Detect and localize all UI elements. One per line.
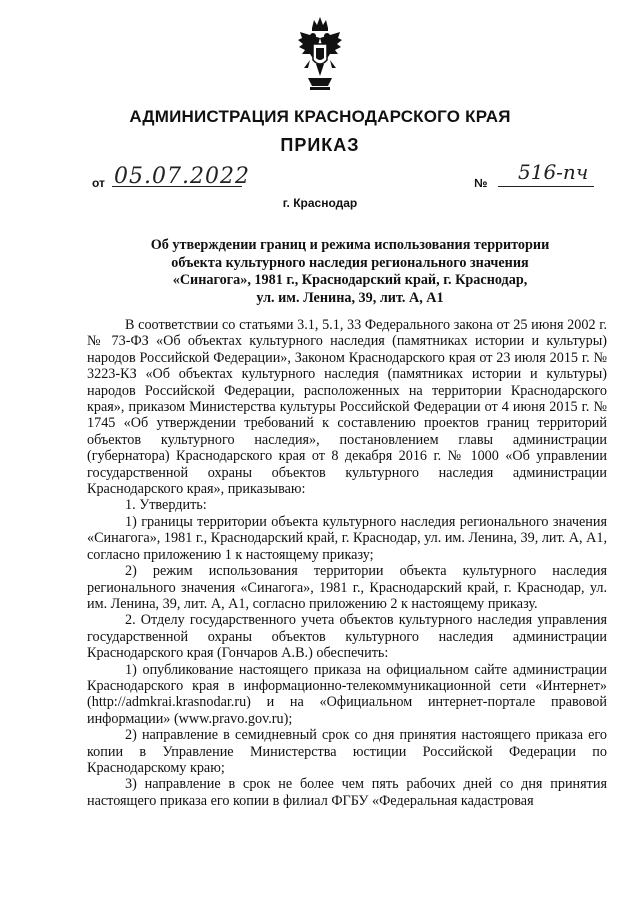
item-2-3: 3) направление в срок не более чем пять рабочих дней со дня принятия настоящего приказа его копии в филиал ФГБУ «Федеральная кадастровая	[87, 776, 607, 809]
city-name: г. Краснодар	[282, 196, 358, 210]
title-line: объекта культурного наследия регионального значения	[171, 254, 529, 271]
number-label: №	[474, 176, 488, 190]
item-1-2: 2) режим использования территории объекта культурного наследия регионального значения «Синагога», 1981 г., Краснодарский край, г. Краснодар, ул. им. Ленина, 39, лит. А, А1, согласно приложению 2 к настоящему приказу.	[87, 563, 607, 612]
item-2-2: 2) направление в семидневный срок со дня принятия настоящего приказа его копии в Управление Министерства юстиции Российской Федерации по Краснодарскому краю;	[87, 727, 607, 776]
number-underline	[498, 186, 594, 187]
document-type: ПРИКАЗ	[280, 135, 360, 155]
handwritten-date: 05.07.2022	[114, 164, 250, 189]
item-1-heading: 1. Утвердить:	[125, 497, 207, 514]
title-line: Об утверждении границ и режима использования территории	[150, 237, 550, 253]
item-1-1: 1) границы территории объекта культурного наследия регионального значения «Синагога», 1981 г., Краснодарский край, г. Краснодар, ул. им. Ленина, 39, лит. А, А1, согласно приложению 1 к настоящему приказу;	[87, 513, 607, 563]
item-2-heading: 2. Отделу государственного учета объектов культурного наследия управления государственной охраны объектов культурного наследия администрации Краснодарского края (Гончаров А.В.) обеспечить:	[87, 612, 607, 662]
title-line: ул. им. Ленина, 39, лит. А, А1	[256, 289, 444, 306]
organization-name: АДМИНИСТРАЦИЯ КРАСНОДАРСКОГО КРАЯ	[129, 107, 511, 126]
handwritten-number: 516-пч	[518, 160, 589, 184]
title-line: «Синагога», 1981 г., Краснодарский край, г. Краснодар,	[172, 272, 528, 288]
preamble-paragraph: В соответствии со статьями 3.1, 5.1, 33 Федерального закона от 25 июня 2002 г. № 73-ФЗ «Об объектах культурного наследия (памятниках истории и культуры) народов Российской Федерации», Законом Краснодарского края от 23 июля 2015 г. № 3223-КЗ «Об объектах культурного наследия (памятниках истории и культуры) народов Российской Федерации, расположенных на территории Краснодарского края», приказом Министерства культуры Российской Федерации от 4 июня 2015 г. № 1745 «Об утверждении требований к составлению проектов границ территорий объектов культурного наследия», постановлением главы администрации (губернатора) Краснодарского края от 8 декабря 2016 г. № 1000 «Об управлении государственной охраны объектов культурного наследия администрации Краснодарского края», приказываю:	[87, 317, 607, 498]
item-2-1: 1) опубликование настоящего приказа на официальном сайте администрации Краснодарского края в информационно-телекоммуникационной сети «Интернет» (http://admkrai.krasnodar.ru) и на «Официальном интернет-портале правовой информации» (www.pravo.gov.ru);	[87, 661, 607, 727]
document-title	[120, 237, 580, 307]
date-label: от	[92, 176, 105, 190]
coat-of-arms-emblem	[296, 14, 344, 94]
document-body	[87, 317, 607, 809]
